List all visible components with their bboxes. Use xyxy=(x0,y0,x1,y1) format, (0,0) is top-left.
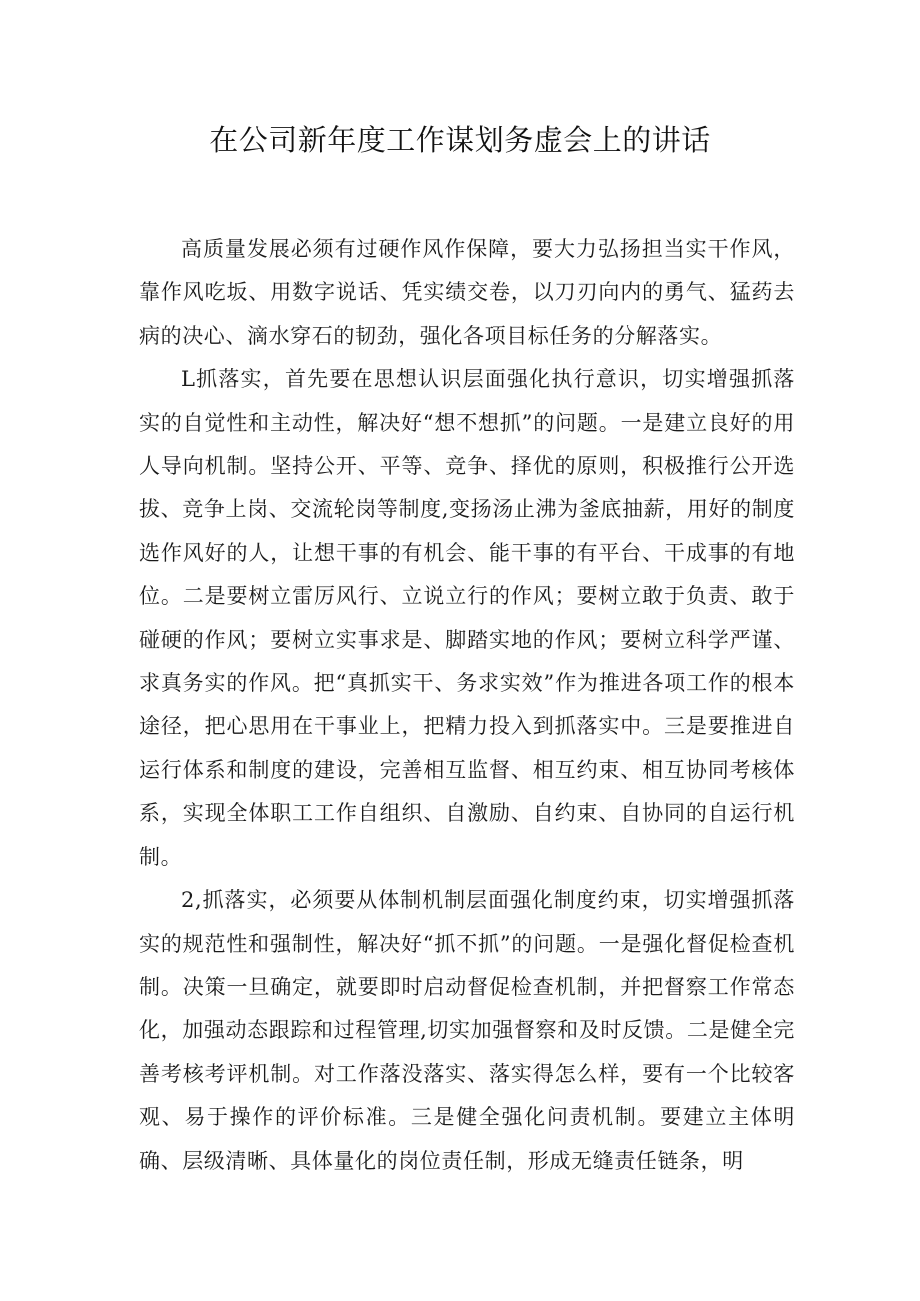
paragraph-point-2: 2,抓落实，必须要从体制机制层面强化制度约束，切实增强抓落实的规范性和强制性，解决好“抓不抓”的问题。一是强化督促检查机制。决策一旦确定，就要即时启动督促检查机制，并把督察工作常态化，加强动态跟踪和过程管理,切实加强督察和及时反馈。二是健全完善考核考评机制。对工作落没落实、落实得怎么样，要有一个比较客观、易于操作的评价标准。三是健全强化问责机制。要建立主体明确、层级清晰、具体量化的岗位责任制，形成无缝责任链条，明 xyxy=(139,888,795,1173)
document-body xyxy=(139,228,795,1183)
document-title: 在公司新年度工作谋划务虚会上的讲话 xyxy=(209,123,711,157)
paragraph-intro: 高质量发展必须有过硬作风作保障，要大力弘扬担当实干作风，靠作风吃坂、用数字说话、凭实绩交卷，以刀刃向内的勇气、猛药去病的决心、滴水穿石的韧劲，强化各项目标任务的分解落实。 xyxy=(139,237,795,348)
paragraph-point-1: L抓落实，首先要在思想认识层面强化执行意识，切实增强抓落实的自觉性和主动性，解决好“想不想抓”的问题。一是建立良好的用人导向机制。坚持公开、平等、竞争、择优的原则，积极推行公开选拔、竞争上岗、交流轮岗等制度,变扬汤止沸为釜底抽薪，用好的制度选作风好的人，让想干事的有机会、能干事的有平台、干成事的有地位。二是要树立雷厉风行、立说立行的作风；要树立敢于负责、敢于碰硬的作风；要树立实事求是、脚踏实地的作风；要树立科学严谨、求真务实的作风。把“真抓实干、务求实效”作为推进各项工作的根本途径，把心思用在干事业上，把精力投入到抓落实中。三是要推进自运行体系和制度的建设，完善相互监督、相互约束、相互协同考核体系，实现全体职工工作自组织、自激励、自约束、自协同的自运行机制。 xyxy=(139,367,795,869)
